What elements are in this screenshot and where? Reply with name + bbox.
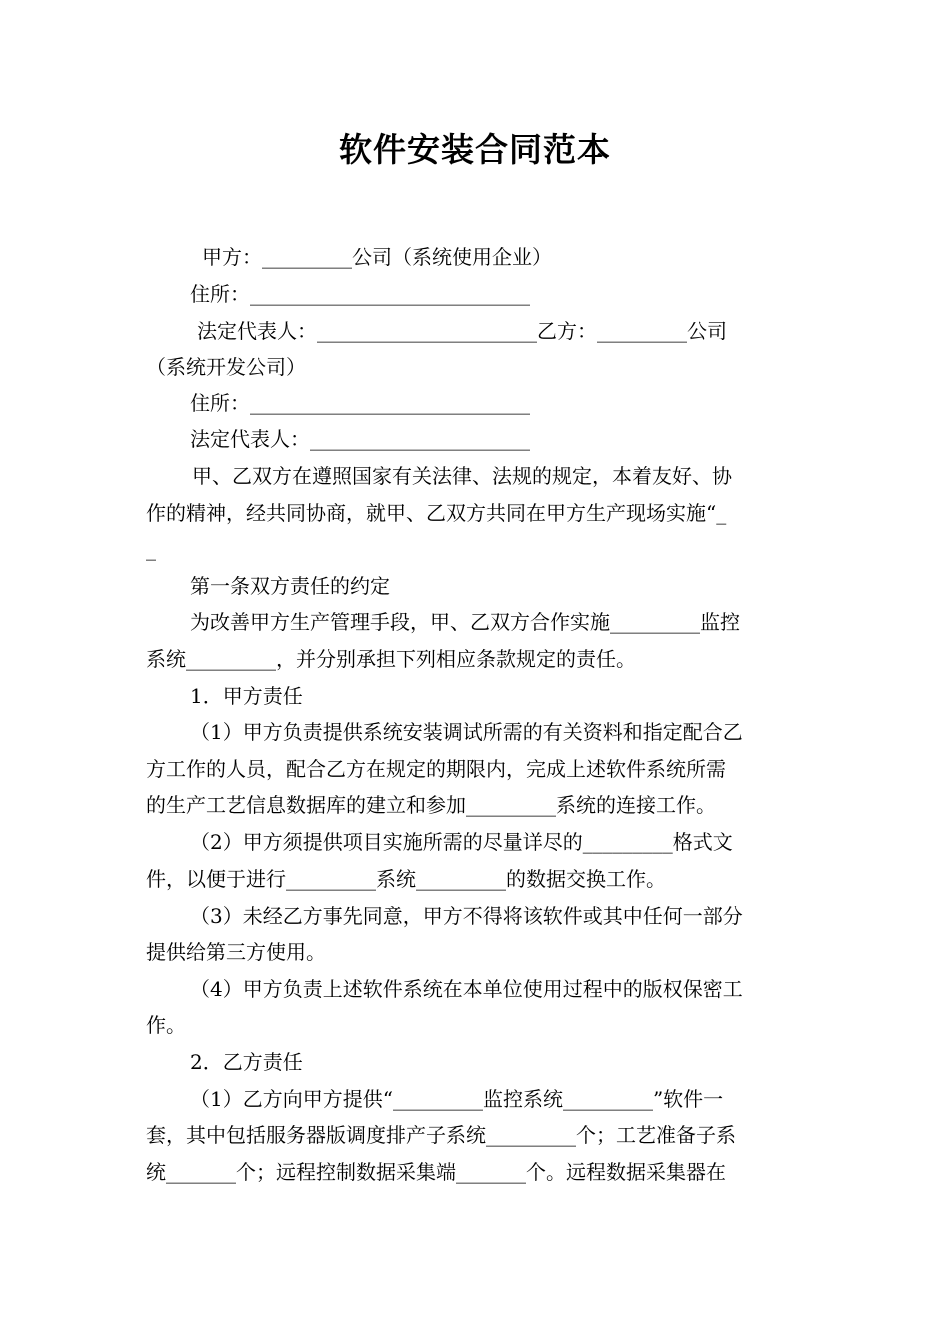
preamble-line-2: 作的精神，经共同协商，就甲、乙双方共同在甲方生产现场实施“_ xyxy=(146,501,727,525)
party-b-duty-1-line-2: 套，其中包括服务器版调度排产子系统_________个；工艺准备子系 xyxy=(146,1123,736,1147)
party-a-duties-heading: 1．甲方责任 xyxy=(190,684,303,708)
preamble-line-3: _ xyxy=(146,537,156,561)
party-a-duty-1-line-3: 的生产工艺信息数据库的建立和参加_________系统的连接工作。 xyxy=(146,793,716,817)
party-a-duty-1-line-2: 方工作的人员，配合乙方在规定的期限内，完成上述软件系统所需 xyxy=(146,757,726,781)
document-title: 软件安装合同范本 xyxy=(339,130,611,169)
party-b-duty-1-line-1: （1）乙方向甲方提供“_________监控系统_________”软件一 xyxy=(190,1087,724,1111)
party-a-duty-4-line-2: 作。 xyxy=(146,1013,186,1037)
party-b-duty-1-line-3: 统_______个；远程控制数据采集端_______个。远程数据采集器在 xyxy=(146,1160,726,1184)
party-a-duty-2-line-2: 件，以便于进行_________系统_________的数据交换工作。 xyxy=(146,867,666,891)
article-1-intro-1: 为改善甲方生产管理手段，甲、乙双方合作实施_________监控 xyxy=(190,610,740,634)
party-a-address: 住所：____________________________ xyxy=(190,282,530,306)
party-a-duty-3-line-1: （3）未经乙方事先同意，甲方不得将该软件或其中任何一部分 xyxy=(190,904,743,928)
party-b-duties-heading: 2．乙方责任 xyxy=(190,1050,303,1074)
party-a-line: 甲方：_________公司（系统使用企业） xyxy=(202,245,552,269)
article-1-heading: 第一条双方责任的约定 xyxy=(190,574,390,598)
party-b-address: 住所：____________________________ xyxy=(190,391,530,415)
party-a-duty-3-line-2: 提供给第三方使用。 xyxy=(146,940,326,964)
party-b-legal-rep: 法定代表人：______________________ xyxy=(190,427,530,451)
article-1-intro-2: 系统_________，并分别承担下列相应条款规定的责任。 xyxy=(146,647,636,671)
party-a-duty-2-line-1: （2）甲方须提供项目实施所需的尽量详尽的_________格式文 xyxy=(190,830,733,854)
party-a-legal-rep-and-party-b: 法定代表人：______________________乙方：_________公司 xyxy=(197,319,727,343)
party-b-type: （系统开发公司） xyxy=(146,355,306,379)
preamble-line-1: 甲、乙双方在遵照国家有关法律、法规的规定，本着友好、协 xyxy=(192,464,732,488)
party-a-duty-4-line-1: （4）甲方负责上述软件系统在本单位使用过程中的版权保密工 xyxy=(190,977,743,1001)
party-a-duty-1-line-1: （1）甲方负责提供系统安装调试所需的有关资料和指定配合乙 xyxy=(190,720,743,744)
